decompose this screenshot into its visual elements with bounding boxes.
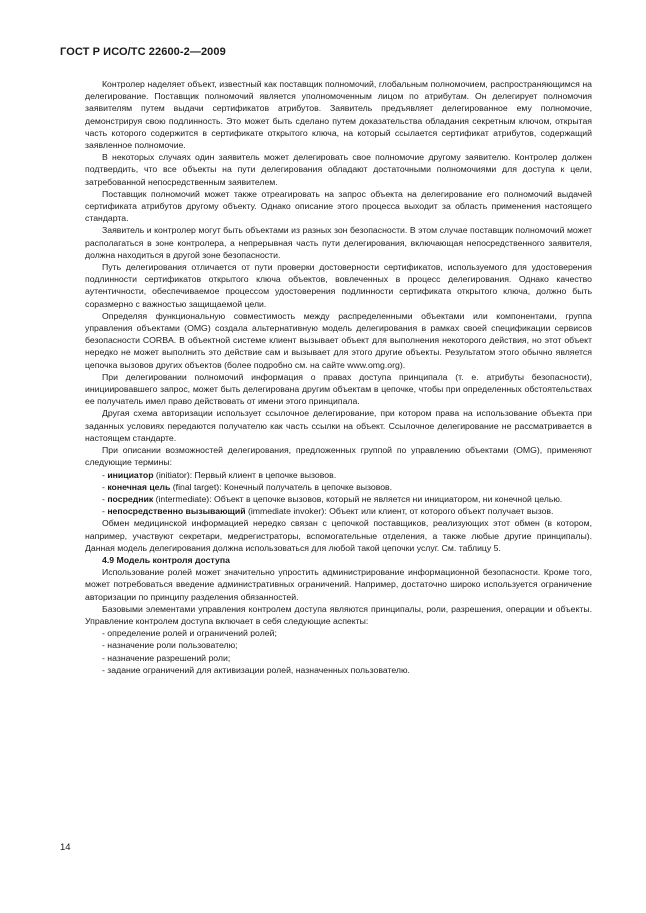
paragraph: Определяя функциональную совместимость между распределенными объектами или компонентами, группа управления объектами (OMG) создала альтернативную модель делегирования в рамках своей спецификации сервисов безопасности CORBA. В объектной системе клиент вызывает объект для выполнения некоторого действия, но этот объект нередко не может выполнить это действие сам и вызывает для этого другие объекты. Результатом этого обычно является цепочка вызовов других объектов (более подробно см. на сайте www.omg.org). bbox=[85, 310, 592, 370]
term-definition: (final target): Конечный получатель в цепочке вызовов. bbox=[170, 481, 393, 492]
term-item bbox=[85, 493, 592, 505]
paragraph: Другая схема авторизации использует ссылочное делегирование, при котором права на использование объекта при заданных условиях передаются получателю как часть ссылки на объект. Ссылочное делегирование не рассматривается в настоящем стандарте. bbox=[85, 408, 592, 443]
paragraph: Путь делегирования отличается от пути проверки достоверности сертификатов, используемого для удостоверения подлинности сертификатов открытого ключа объектов, вовлеченных в процесс делегирования. Однако качество аутентичности, обеспечиваемое процессом удостоверения подлинности сертификата открытого ключа, должно быть соразмерно с важностью защищаемой цели. bbox=[85, 262, 592, 309]
term-name: непосредственно вызывающий bbox=[107, 506, 246, 517]
paragraph: Заявитель и контролер могут быть объектами из разных зон безопасности. В этом случае поставщик полномочий может располагаться в зоне контролера, а непрерывная часть пути делегирования, включающая непосредственного заявителя, должна находиться в другой зоне безопасности. bbox=[85, 225, 592, 260]
paragraph: Использование ролей может значительно упростить администрирование информационной безопасности. Кроме того, может потребоваться введение административных ограничений. Например, достаточно широко используется ограничение авторизации по принципу разделения обязанностей. bbox=[85, 567, 592, 602]
term-item bbox=[85, 505, 592, 517]
paragraph: При делегировании полномочий информация о правах доступа принципала (т. е. атрибуты безопасности), инициировавшего запрос, может быть делегирована другим объектам в цепочке, чтобы при определенных обстоятельствах ее получатель имел право действовать от имени этого принципала. bbox=[85, 371, 592, 407]
term-definition: (intermediate): Объект в цепочке вызовов, который не является ни инициатором, ни конечной целью. bbox=[153, 493, 563, 504]
term-item bbox=[85, 481, 592, 493]
page-number: 14 bbox=[60, 842, 71, 853]
term-dash: - bbox=[102, 481, 108, 492]
page-body bbox=[85, 78, 592, 676]
term-definition: (immediate invoker): Объект или клиент, от которого объект получает вызов. bbox=[245, 506, 554, 517]
paragraph: Базовыми элементами управления контролем доступа являются принципалы, роли, разрешения, операции и объекты. Управление контролем доступа включает в себя следующие аспекты: bbox=[85, 603, 592, 626]
list-item: - задание ограничений для активизации ролей, назначенных пользователю. bbox=[102, 664, 410, 675]
term-name: конечная цель bbox=[107, 481, 171, 492]
term-item bbox=[85, 469, 592, 481]
term-dash: - bbox=[102, 469, 108, 480]
section-heading: 4.9 Модель контроля доступа bbox=[102, 554, 230, 565]
term-dash: - bbox=[102, 506, 108, 517]
term-dash: - bbox=[102, 493, 108, 504]
term-definition: (initiator): Первый клиент в цепочке вызовов. bbox=[153, 469, 337, 480]
list-item: - определение ролей и ограничений ролей; bbox=[102, 628, 277, 639]
paragraph: При описании возможностей делегирования, предложенных группой по управлению объектами (OMG), применяют следующие термины: bbox=[85, 445, 592, 468]
page-header: ГОСТ Р ИСО/ТС 22600-2—2009 bbox=[60, 46, 226, 58]
paragraph: Контролер наделяет объект, известный как поставщик полномочий, глобальным полномочием, распространяющимся на делегирование. Поставщик полномочий является уполномоченным лицом по атрибутам. Он делегирует полномочия заявителям путем выдачи сертификатов атрибутов. Заявитель предъявляет делегированное ему полномочие, демонстрируя свою подлинность. Это может быть сделано путем доказательства обладания секретным ключом, открытая часть которого содержится в сертификате открытого ключа, на который ссылается сертификат атрибутов, содержащий заявленное полномочие. bbox=[85, 79, 592, 151]
term-name: посредник bbox=[107, 493, 154, 504]
list-item: - назначение роли пользователю; bbox=[102, 640, 238, 651]
paragraph: Поставщик полномочий может также отреагировать на запрос объекта на делегирование его полномочий выдачей сертификата атрибутов другому объекту. Однако описание этого процесса выходит за область применения настоящего стандарта. bbox=[85, 188, 592, 224]
term-name: инициатор bbox=[107, 469, 154, 480]
paragraph: Обмен медицинской информацией нередко связан с цепочкой поставщиков, реализующих этот обмен (в котором, например, участвуют секретари, медрегистраторы, вспомогательные отделения, а также любые другие принципалы). Данная модель делегирования должна использоваться для любой такой цепочки услуг. См. таблицу 5. bbox=[85, 518, 592, 553]
paragraph: В некоторых случаях один заявитель может делегировать свое полномочие другому заявителю. Контролер должен подтвердить, что все объекты на пути делегирования обладают достаточными полномочиями для доступа к цели, затребованной непосредственным заявителем. bbox=[85, 152, 592, 187]
list-item: - назначение разрешений роли; bbox=[102, 652, 231, 663]
